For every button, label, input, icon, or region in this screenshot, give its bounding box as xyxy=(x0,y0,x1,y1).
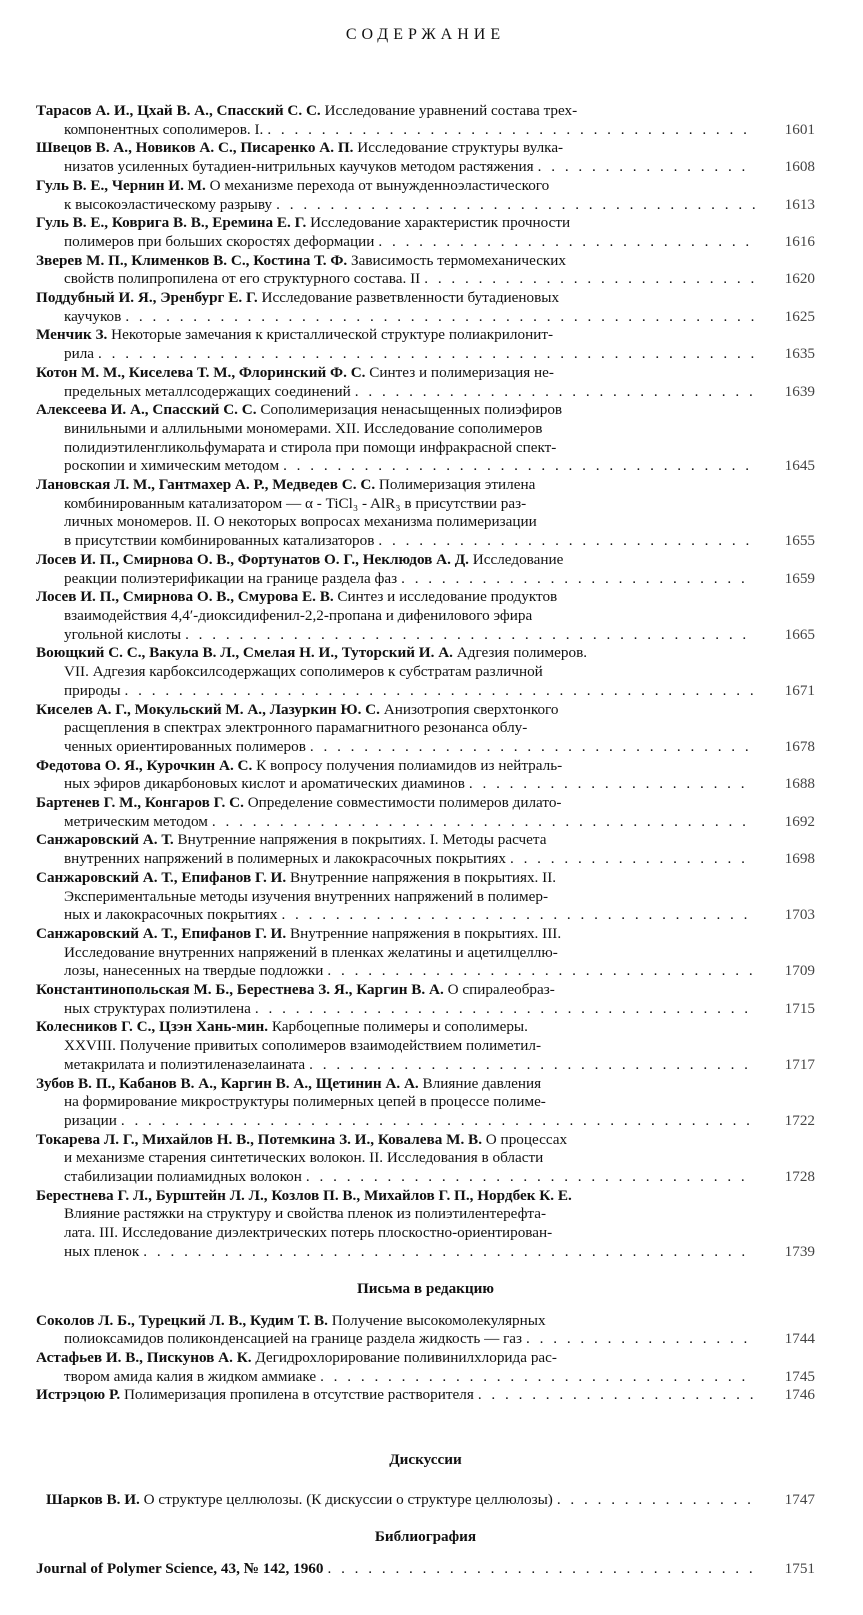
dot-leader xyxy=(306,1168,755,1187)
entry-title-end: свойств полипропилена от его структурного состава. II xyxy=(64,270,421,288)
letters-list xyxy=(36,1312,815,1387)
entry-first-line xyxy=(36,139,755,158)
entry-title-start: Сополимеризация ненасыщенных полиэфиров xyxy=(260,401,563,419)
entry-title: Полимеризация пропилена в отсутствие растворителя xyxy=(123,1386,474,1404)
entry-page: 1608 xyxy=(784,158,815,176)
entry-first-line xyxy=(36,551,755,570)
entry-last-line xyxy=(36,457,755,476)
entry-page: 1635 xyxy=(784,345,815,363)
entry-title-start: Влияние давления xyxy=(422,1074,542,1092)
entry-title-end: реакции полиэтерификации на границе раздела фаз xyxy=(64,569,398,587)
entry-first-line xyxy=(36,1131,755,1150)
entry-title-end: ризации xyxy=(64,1111,117,1129)
entry-first-line xyxy=(36,869,755,888)
toc-entry xyxy=(36,476,815,551)
toc-entry xyxy=(36,925,815,981)
dot-leader xyxy=(283,457,755,476)
entry-title-start: К вопросу получения полиамидов из нейтраль- xyxy=(256,756,563,774)
dot-leader xyxy=(125,308,755,327)
entry-title-start: Некоторые замечания к кристаллической структуре полиакрилонит- xyxy=(111,326,554,344)
section-title-bibliography: Библиография xyxy=(374,1527,477,1545)
entry-title-end: метакрилата и полиэтиленазелаината xyxy=(64,1055,306,1073)
entry-page: 1613 xyxy=(784,195,815,213)
entry-title-start: Синтез и полимеризация не- xyxy=(369,363,554,381)
entry-title-start: О процессах xyxy=(485,1130,568,1148)
entry-last-line xyxy=(36,308,755,327)
entry-first-line xyxy=(36,177,755,196)
entry-title-line: и механизме старения синтетических волокон. II. Исследования в области xyxy=(64,1149,544,1167)
entry-page: 1678 xyxy=(784,737,815,755)
entry-title-end: к высокоэластическому разрыву xyxy=(64,195,273,213)
entry-authors: Шарков В. И. xyxy=(46,1491,140,1509)
dot-leader xyxy=(98,345,755,364)
entry-authors: Гуль В. Е., Коврига В. В., Еремина Е. Г. xyxy=(36,214,307,232)
entry-title-line: полидиэтиленгликольфумарата и стирола при помощи инфракрасной спект- xyxy=(64,438,557,456)
entry-title-start: Исследование структуры вулка- xyxy=(357,139,564,157)
entry-first-line xyxy=(36,326,755,345)
entry-first-line xyxy=(36,588,755,607)
entry-authors: Котон М. М., Киселева Т. М., Флоринский Ф. С. xyxy=(36,363,366,381)
entry-authors: Санжаровский А. Т., Епифанов Г. И. xyxy=(36,924,287,942)
entry-last-line xyxy=(36,1243,755,1262)
entry-title-start: Внутренние напряжения в покрытиях. II. xyxy=(289,868,557,886)
entry-page: 1728 xyxy=(784,1168,815,1186)
entry-last-line xyxy=(36,121,755,140)
section-title-discussion: Дискуссии xyxy=(389,1451,462,1469)
entry-title-start: Исследование характеристик прочности xyxy=(310,214,571,232)
entry-authors: Менчик З. xyxy=(36,326,108,344)
toc-entry xyxy=(36,326,815,363)
dot-leader xyxy=(185,626,755,645)
entry-last-line xyxy=(36,850,755,869)
toc-entry xyxy=(36,588,815,644)
dot-leader xyxy=(327,962,755,981)
entry-first-line xyxy=(36,701,755,720)
dot-leader xyxy=(310,738,755,757)
entry-first-line xyxy=(36,1312,755,1331)
entry-first-line xyxy=(36,794,755,813)
entry-title-end: компонентных сополимеров. I. xyxy=(64,120,264,138)
toc-entry xyxy=(36,364,815,401)
section-title-letters: Письма в редакцию xyxy=(356,1279,495,1297)
entry-first-line xyxy=(36,214,755,233)
dot-leader xyxy=(469,775,755,794)
entry-last-line xyxy=(36,1112,755,1131)
entry-first-line xyxy=(36,252,755,271)
entry-last-line xyxy=(36,775,755,794)
entry-title-start: О механизме перехода от вынужденноэластического xyxy=(209,176,550,194)
dot-leader xyxy=(526,1330,755,1349)
entry-title-start: Зависимость термомеханических xyxy=(351,251,567,269)
entry-title-start: Внутренние напряжения в покрытиях. III. xyxy=(289,924,562,942)
entry-title-start: Синтез и исследование продуктов xyxy=(337,588,558,606)
entry-authors: Берестнева Г. Л., Бурштейн Л. Л., Козлов П. В., Михайлов Г. П., Нордбек К. Е. xyxy=(36,1186,572,1204)
toc-entry xyxy=(36,1349,815,1386)
toc-entry xyxy=(36,401,815,476)
toc-entry xyxy=(36,214,815,251)
entry-page: 1751 xyxy=(784,1559,815,1577)
toc-entry xyxy=(36,102,815,139)
entry-last-line xyxy=(36,1000,755,1019)
entry-authors: Воющкий С. С., Вакула В. Л., Смелая Н. И., Туторский И. А. xyxy=(36,644,453,662)
entry-page: 1688 xyxy=(784,775,815,793)
entry-first-line xyxy=(36,476,755,495)
entry-title-line: комбинированным катализатором — α - TiCl₃ - AlR₃ в присутствии раз- xyxy=(64,494,527,512)
entry-last-line xyxy=(36,270,755,289)
toc-entry xyxy=(36,1075,815,1131)
entry-authors: Киселев А. Г., Мокульский М. А., Лазуркин Ю. С. xyxy=(36,700,380,718)
entry-title: О структуре целлюлозы. (К дискуссии о структуре целлюлозы) xyxy=(143,1491,553,1509)
dot-leader xyxy=(424,270,755,289)
entry-page: 1745 xyxy=(784,1367,815,1385)
entry-last-line xyxy=(36,532,755,551)
entry-page: 1655 xyxy=(784,532,815,550)
entry-title-end: лозы, нанесенных на твердые подложки xyxy=(64,962,324,980)
entry-title-end: ченных ориентированных полимеров xyxy=(64,737,306,755)
entry-first-line xyxy=(36,1018,755,1037)
entry-page: 1703 xyxy=(784,906,815,924)
entry-title-line: винильными и аллильными мономерами. XII. Исследование сополимеров xyxy=(64,419,543,437)
entry-page: 1717 xyxy=(784,1055,815,1073)
entry-title-end: предельных металлсодержащих соединений xyxy=(64,382,351,400)
entry-first-line xyxy=(36,757,755,776)
dot-leader xyxy=(320,1368,755,1387)
entry-authors: Константинопольская М. Б., Берестнева З. Я., Каргин В. А. xyxy=(36,981,444,999)
dot-leader xyxy=(378,532,755,551)
entry-first-line xyxy=(36,1075,755,1094)
entry-title-start: Получение высокомолекулярных xyxy=(331,1311,546,1329)
entry-authors: Journal of Polymer Science, 43, № 142, 1960 xyxy=(36,1559,324,1577)
entry-authors: Астафьев И. В., Пискунов А. К. xyxy=(36,1349,252,1366)
entry-page: 1616 xyxy=(784,232,815,250)
bibliography-entry xyxy=(36,1560,815,1579)
entry-title-line: расщепления в спектрах электронного парамагнитного резонанса облу- xyxy=(64,719,528,737)
entry-title-start: Дегидрохлорирование поливинилхлорида рас- xyxy=(255,1349,557,1366)
entry-first-line xyxy=(36,981,755,1000)
dot-leader xyxy=(327,1560,755,1579)
entry-authors: Токарева Л. Г., Михайлов Н. В., Потемкина З. И., Ковалева М. В. xyxy=(36,1130,482,1148)
entry-title-line: взаимодействия 4,4′-диоксидифенил-2,2-пропана и дифенилового эфира xyxy=(64,606,533,624)
entry-first-line xyxy=(36,401,755,420)
toc-entry xyxy=(36,1131,815,1187)
entry-last-line xyxy=(36,906,755,925)
entry-title-end: роскопии и химическим методом xyxy=(64,457,280,475)
entry-title-end: внутренних напряжений в полимерных и лакокрасочных покрытиях xyxy=(64,850,506,868)
dot-leader xyxy=(510,850,755,869)
dot-leader xyxy=(212,813,755,832)
entry-authors: Истрэцою Р. xyxy=(36,1386,121,1404)
entry-last-line xyxy=(36,158,755,177)
entry-last-line xyxy=(36,962,755,981)
entry-page: 1671 xyxy=(784,681,815,699)
page-title: СОДЕРЖАНИЕ xyxy=(345,26,506,43)
entry-title-line: VII. Адгезия карбоксилсодержащих сополимеров к субстратам различной xyxy=(64,663,543,681)
entry-authors: Санжаровский А. Т. xyxy=(36,831,174,849)
entry-first-line xyxy=(36,102,755,121)
entry-first-line xyxy=(36,831,755,850)
toc-entry xyxy=(36,701,815,757)
contents-list xyxy=(36,102,815,1262)
entry-title-start: Карбоцепные полимеры и сополимеры. xyxy=(271,1018,528,1036)
entry-page: 1645 xyxy=(784,457,815,475)
entry-title-line: личных мономеров. II. О некоторых вопросах механизма полимеризации xyxy=(64,513,537,531)
entry-last-line xyxy=(36,233,755,252)
toc-entry xyxy=(36,289,815,326)
entry-authors: Санжаровский А. Т., Епифанов Г. И. xyxy=(36,868,287,886)
entry-title-end: стабилизации полиамидных волокон xyxy=(64,1168,302,1186)
entry-last-line xyxy=(36,345,755,364)
entry-title-end: ных структурах полиэтилена xyxy=(64,999,251,1017)
entry-title-end: низатов усиленных бутадиен-нитрильных каучуков методом растяжения xyxy=(64,158,534,176)
dot-leader xyxy=(478,1386,755,1405)
dot-leader xyxy=(557,1491,755,1510)
dot-leader xyxy=(267,121,755,140)
toc-entry xyxy=(36,869,815,925)
entry-page: 1722 xyxy=(784,1111,815,1129)
toc-entry xyxy=(36,1187,815,1262)
entry-page: 1601 xyxy=(784,120,815,138)
entry-page: 1659 xyxy=(784,569,815,587)
entry-first-line xyxy=(36,1187,755,1206)
dot-leader xyxy=(281,906,755,925)
entry-last-line xyxy=(36,1330,755,1349)
toc-entry xyxy=(36,644,815,700)
entry-title-line: Влияние растяжки на структуру и свойства пленок из полиэтилентерефта- xyxy=(64,1205,547,1223)
entry-first-line xyxy=(36,364,755,383)
entry-title-start: Полимеризация этилена xyxy=(378,476,536,494)
entry-authors: Федотова О. Я., Курочкин А. С. xyxy=(36,756,253,774)
entry-title-start: Исследование xyxy=(472,550,564,568)
entry-first-line xyxy=(36,644,755,663)
entry-authors: Колесников Г. С., Цзэн Хань-мин. xyxy=(36,1018,269,1036)
entry-title-line: на формирование микроструктуры полимерных цепей в процессе полиме- xyxy=(64,1093,546,1111)
entry-title-end: каучуков xyxy=(64,307,122,325)
entry-title-start: Исследование разветвленности бутадиеновых xyxy=(261,289,560,307)
entry-title-start: О спиралеобраз- xyxy=(447,981,555,999)
entry-authors: Лосев И. П., Смирнова О. В., Фортунатов О. Г., Неклюдов А. Д. xyxy=(36,550,469,568)
entry-first-line xyxy=(36,1349,755,1368)
entry-authors: Тарасов А. И., Цхай В. А., Спасский С. С. xyxy=(36,102,321,119)
entry-authors: Лановская Л. М., Гантмахер А. Р., Медведев С. С. xyxy=(36,476,376,494)
entry-last-line xyxy=(36,1368,755,1387)
dot-leader xyxy=(378,233,755,252)
entry-authors: Лосев И. П., Смирнова О. В., Смурова Е. В. xyxy=(36,588,334,606)
entry-last-line xyxy=(36,738,755,757)
entry-authors: Гуль В. Е., Чернин И. М. xyxy=(36,176,206,194)
entry-title-start: Исследование уравнений состава трех- xyxy=(324,102,578,119)
entry-title-end: полиоксамидов поликонденсацией на границе раздела жидкость — газ xyxy=(64,1330,523,1348)
entry-authors: Алексеева И. А., Спасский С. С. xyxy=(36,401,257,419)
entry-page: 1620 xyxy=(784,270,815,288)
entry-title-end: природы xyxy=(64,681,121,699)
entry-page: 1625 xyxy=(784,307,815,325)
toc-entry xyxy=(36,252,815,289)
entry-page: 1665 xyxy=(784,625,815,643)
dot-leader xyxy=(355,383,755,402)
toc-entry xyxy=(36,551,815,588)
toc-entry xyxy=(36,139,815,176)
entry-last-line xyxy=(36,682,755,701)
toc-entry xyxy=(36,177,815,214)
toc-entry xyxy=(36,981,815,1018)
entry-last-line xyxy=(36,813,755,832)
entry-last-line xyxy=(36,196,755,215)
entry-title-end: ных эфиров дикарбоновых кислот и ароматических диаминов xyxy=(64,775,465,793)
entry-authors: Соколов Л. Б., Турецкий Л. В., Кудим Т. В. xyxy=(36,1311,328,1329)
entry-title-end: полимеров при больших скоростях деформации xyxy=(64,232,375,250)
dot-leader xyxy=(538,158,755,177)
entry-authors: Бартенев Г. М., Конгаров Г. С. xyxy=(36,794,244,812)
entry-first-line xyxy=(36,289,755,308)
entry-authors: Швецов В. А., Новиков А. С., Писаренко А. П. xyxy=(36,139,354,157)
entry-page: 1639 xyxy=(784,382,815,400)
dot-leader xyxy=(255,1000,755,1019)
dot-leader xyxy=(309,1056,755,1075)
entry-title-end: угольной кислоты xyxy=(64,625,182,643)
entry-title-end: рила xyxy=(64,345,95,363)
dot-leader xyxy=(143,1243,755,1262)
toc-entry xyxy=(36,831,815,868)
toc-entry xyxy=(36,757,815,794)
entry-title-start: Анизотропия сверхтонкого xyxy=(383,700,559,718)
entry-last-line xyxy=(36,1056,755,1075)
entry-last-line xyxy=(36,1168,755,1187)
entry-page: 1744 xyxy=(784,1330,815,1348)
entry-authors: Поддубный И. Я., Эренбург Е. Г. xyxy=(36,289,258,307)
entry-last-line xyxy=(36,570,755,589)
entry-title-line: Исследование внутренних напряжений в пленках желатины и ацетилцеллю- xyxy=(64,943,558,961)
entry-title-start: Адгезия полимеров. xyxy=(456,644,588,662)
entry-page: 1747 xyxy=(784,1491,815,1509)
dot-leader xyxy=(125,682,755,701)
entry-title-end: твором амида калия в жидком аммиаке xyxy=(64,1367,317,1385)
entry-page: 1739 xyxy=(784,1242,815,1260)
entry-last-line xyxy=(36,383,755,402)
dot-leader xyxy=(401,570,755,589)
toc-entry xyxy=(36,1312,815,1349)
entry-page: 1709 xyxy=(784,962,815,980)
entry-title-end: ных и лакокрасочных покрытиях xyxy=(64,906,278,924)
entry-title-line: лата. III. Исследование диэлектрических потерь плоскостно-ориентирован- xyxy=(64,1224,553,1242)
entry-first-line xyxy=(36,925,755,944)
entry-title-line: XXVIII. Получение привитых сополимеров взаимодействием полиметил- xyxy=(64,1037,542,1055)
entry-page: 1698 xyxy=(784,850,815,868)
letters-single-entry xyxy=(36,1386,815,1405)
dot-leader xyxy=(121,1112,755,1131)
entry-page: 1746 xyxy=(784,1386,815,1404)
entry-authors: Зубов В. П., Кабанов В. А., Каргин В. А., Щетинин А. А. xyxy=(36,1074,419,1092)
entry-authors: Зверев М. П., Клименков В. С., Костина Т. Ф. xyxy=(36,251,348,269)
toc-entry xyxy=(36,1018,815,1074)
entry-title-end: метрическим методом xyxy=(64,812,208,830)
entry-title-start: Внутренние напряжения в покрытиях. I. Методы расчета xyxy=(177,831,547,849)
entry-page: 1715 xyxy=(784,999,815,1017)
discussion-entry xyxy=(36,1491,815,1510)
dot-leader xyxy=(276,196,755,215)
entry-title-end: в присутствии комбинированных катализаторов xyxy=(64,532,375,550)
entry-page: 1692 xyxy=(784,812,815,830)
entry-title-line: Экспериментальные методы изучения внутренних напряжений в полимер- xyxy=(64,887,549,905)
entry-title-start: Определение совместимости полимеров дилато- xyxy=(247,794,562,812)
toc-entry xyxy=(36,794,815,831)
entry-title-end: ных пленок xyxy=(64,1242,140,1260)
entry-last-line xyxy=(36,626,755,645)
